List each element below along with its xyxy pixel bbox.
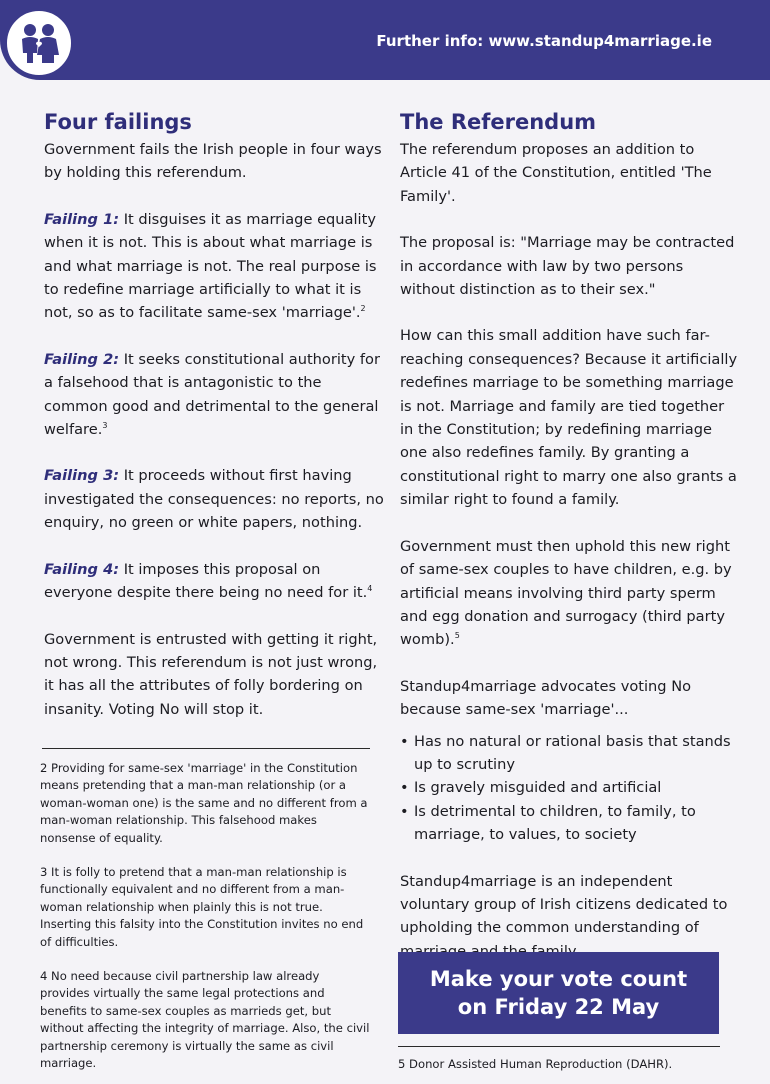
footnote-ref-5: 5 [454,631,460,641]
vote-cta-banner [398,952,719,1034]
left-conclusion: Government is entrusted with getting it right, not wrong. This referendum is not just wrong, it has all the attributes of folly bordering on insanity. Voting No will stop it. [44,630,378,718]
header-bar [0,0,770,80]
footnote-5: 5 Donor Assisted Human Reproduction (DAHR). [398,1057,673,1071]
failing-2 [44,348,384,442]
failing-1 [44,208,384,325]
footnote-ref-4: 4 [367,584,373,594]
advocates-text: Standup4marriage advocates voting No because same-sex 'marriage'... [400,677,692,719]
footnote-2: 2 Providing for same-sex 'marriage' in the Constitution means pretending that a man-man relationship (or a woman-woman one) is the same and no different from a man-woman relationship. This falsehood makes nonsense of equality. [40,761,368,845]
failing-3 [44,464,384,534]
cta-line-2: on Friday 22 May [457,995,660,1019]
failing-4-label: Failing 4: [44,560,120,578]
failing-1-label: Failing 1: [44,210,120,228]
list-item: • Has no natural or rational basis that stands up to scrutiny [400,730,740,777]
bullet-icon: • [400,779,409,797]
footnote-divider-left [42,748,370,749]
logo [4,8,74,78]
bullet-icon: • [400,732,409,750]
failing-3-text: It proceeds without first having investigated the consequences: no reports, no enquiry, no green or white papers, nothing. [44,467,384,532]
cta-line-1: Make your vote count [429,967,688,991]
couple-icon [13,17,65,69]
left-footnotes [40,760,372,1073]
footnote-divider-right [398,1046,720,1047]
right-column [400,110,740,963]
list-item: • Is gravely misguided and artificial [400,776,740,799]
failing-4-text: It imposes this proposal on everyone despite there being no need for it. [44,560,368,602]
failing-2-text: It seeks constitutional authority for a falsehood that is antagonistic to the common good and detrimental to the general welfare. [44,350,380,439]
consequences-text: How can this small addition have such far-reaching consequences? Because it artificially redefines marriage to be something marriage is not. Marriage and family are tied together in the Constitution; by redefining marriage one also redefines family. By granting a constitutional right to marry one also grants a similar right to found a family. [400,327,738,509]
list-item: • Is detrimental to children, to family, to marriage, to values, to society [400,800,740,847]
failing-2-label: Failing 2: [44,350,120,368]
right-intro: The referendum proposes an addition to Article 41 of the Constitution, entitled 'The Family'. [400,141,712,205]
uphold-body: Government must then uphold this new right of same-sex couples to have children, e.g. by artificial means involving third party sperm and egg donation and surrogacy (third party womb). [400,537,732,649]
four-failings-heading: Four failings [44,110,192,134]
failing-3-label: Failing 3: [44,467,120,485]
failing-4 [44,558,384,605]
footnote-4: 4 No need because civil partnership law already provides virtually the same legal protections and benefits to same-sex couples as marrieds get, but without affecting the integrity of marriage. Also, the civil partnership ceremony is virtually the same as civil marriage. [40,969,370,1071]
proposal-text: The proposal is: "Marriage may be contracted in accordance with law by two persons without distinction as to their sex." [400,234,735,299]
reasons-list [400,730,740,847]
footnote-ref-3: 3 [102,421,108,431]
about-text: Standup4marriage is an independent voluntary group of Irish citizens dedicated to upholding the common understanding of [400,872,728,937]
bullet-icon: • [400,802,409,820]
further-info-link[interactable]: Further info: www.standup4marriage.ie [376,32,712,50]
referendum-heading: The Referendum [400,110,597,134]
left-column [44,110,384,721]
footnote-ref-2: 2 [360,304,366,314]
failing-1-text: It disguises it as marriage equality when it is not. This is about what marriage is and what marriage is not. The real purpose is to redefine marriage artificially to what it is not, so as to facilitate same-sex 'marriage'. [44,210,377,322]
uphold-text [400,535,740,652]
footnote-3: 3 It is folly to pretend that a man-man relationship is functionally equivalent and no different from a man-woman relationship when plainly this is not true. Inserting this falsity into the Constitution invites no end of difficulties. [40,865,364,949]
left-intro: Government fails the Irish people in four ways by holding this referendum. [44,141,382,182]
